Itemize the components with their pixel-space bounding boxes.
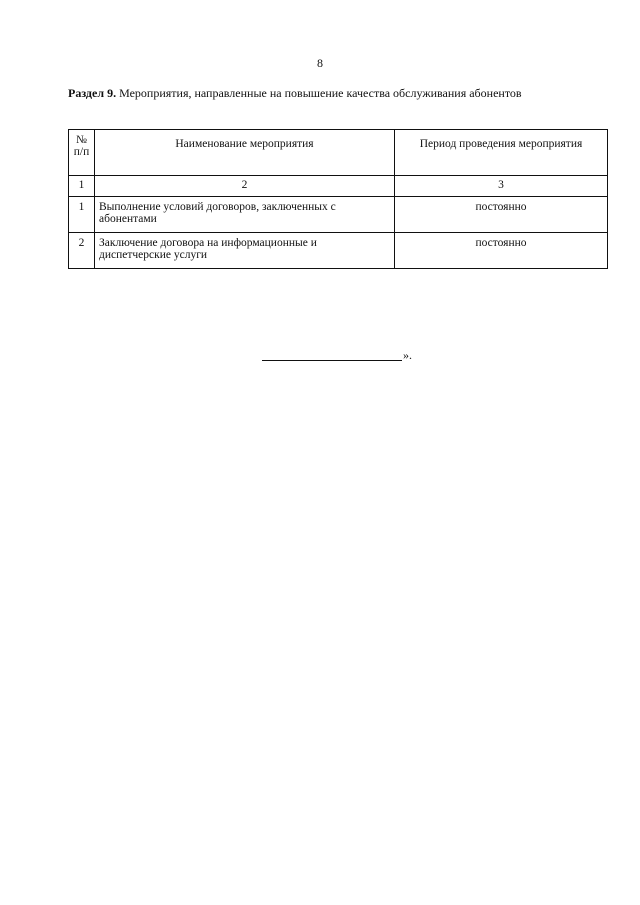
closing-line — [262, 346, 422, 364]
events-table — [68, 129, 608, 269]
table-header-row — [69, 130, 608, 176]
table-row — [69, 197, 608, 233]
closing-quote: ». — [403, 348, 412, 362]
table-row — [69, 233, 608, 269]
header-period: Период проведения мероприятия — [395, 130, 608, 176]
header-name: Наименование мероприятия — [95, 130, 395, 176]
page-number: 8 — [317, 56, 323, 70]
table-index-row — [69, 176, 608, 197]
row-num: 1 — [69, 197, 95, 233]
index-cell: 2 — [95, 176, 395, 197]
row-period: постоянно — [395, 233, 608, 269]
header-num: № п/п — [69, 130, 95, 176]
row-num: 2 — [69, 233, 95, 269]
blank-rule — [262, 360, 402, 361]
index-cell: 1 — [69, 176, 95, 197]
index-cell: 3 — [395, 176, 608, 197]
row-name: Выполнение условий договоров, заключенных с абонентами — [95, 197, 395, 233]
row-period: постоянно — [395, 197, 608, 233]
section-lead: Раздел 9. — [68, 86, 117, 100]
section-title: Мероприятия, направленные на повышение качества обслуживания абонентов — [119, 86, 522, 100]
section-heading — [68, 86, 606, 101]
row-name: Заключение договора на информационные и диспетчерские услуги — [95, 233, 395, 269]
